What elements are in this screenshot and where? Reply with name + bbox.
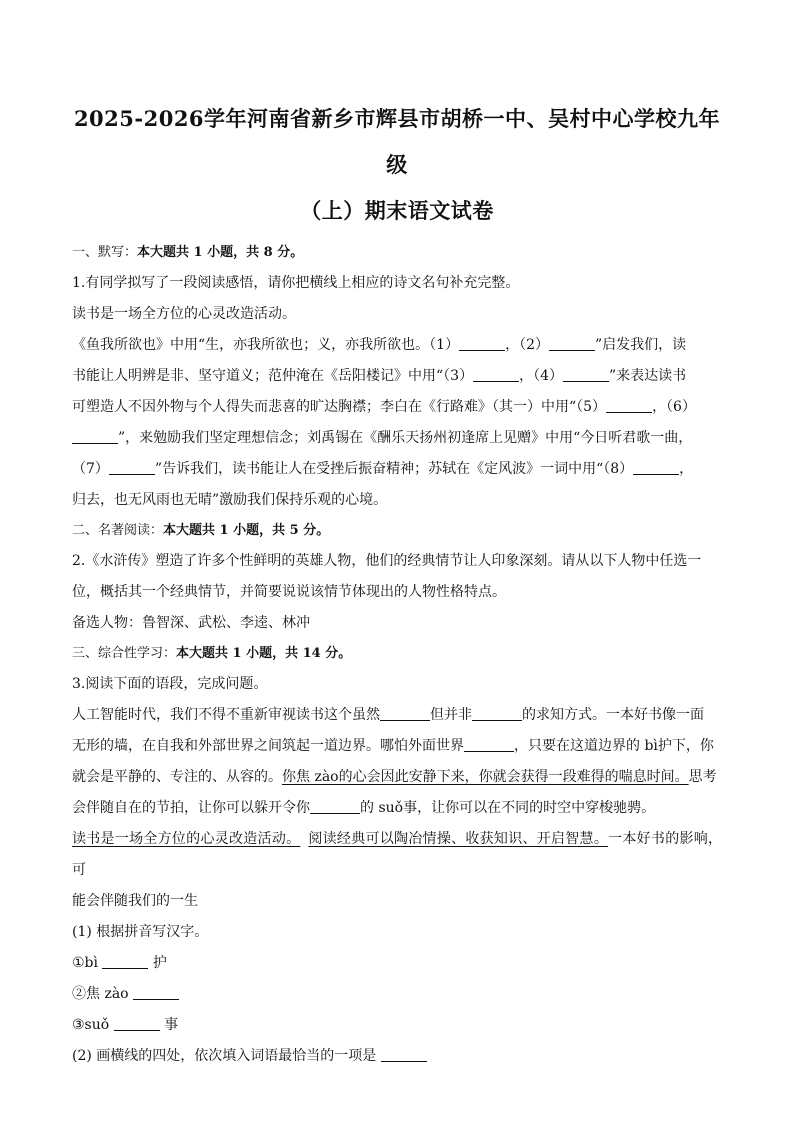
underlined-sentence-2: 读书是一场全方位的心灵改造活动。 [72,831,301,847]
text: ③suǒ [72,1017,110,1033]
text: ”告诉我们，读书能让人在受挫后振奋精神；苏轼在《定风波》一词中用“（8） [154,461,634,477]
text: 一本好书的影响，可 [72,831,723,878]
blank-2[interactable] [549,349,595,351]
text: ，（4） [519,368,563,384]
text: 人工智能时代，我们不得不重新审视读书这个虽然 [72,707,380,723]
subquestion-2 [72,1041,722,1072]
underlined-sentence-3: 阅读经典可以陶冶情操、收获知识、开启智慧。 [308,831,609,847]
section-2-header [72,516,722,546]
passage-line-4 [72,793,722,824]
exam-title [72,96,722,234]
text: 护 [152,955,167,971]
subquestion-1-item-2 [72,979,722,1010]
exam-page [72,96,722,1072]
section-1-header [72,238,722,268]
passage-line-1 [72,700,722,731]
question-3: 3.阅读下面的语段，完成问题。 [72,676,268,692]
text: 可塑造人不因外物与个人得失而悲喜的旷达胸襟；李白在《行路难》（其一）中用“（5） [72,399,607,415]
passage-line-3 [72,762,722,793]
text: （7） [72,461,109,477]
section-3-header [72,639,722,669]
title-line-2: （上）期末语文试卷 [300,198,494,223]
subquestion-1-item-1 [72,948,722,979]
question-1-line-4 [72,423,722,454]
blank-4[interactable] [563,380,609,382]
passage-blank-3[interactable] [464,750,514,752]
passage-line-5 [72,824,722,886]
blank-8[interactable] [633,473,679,475]
passage-blank-4[interactable] [310,812,360,814]
text: ②焦 zào [72,986,129,1002]
text: 无形的墙，在自我和外部世界之间筑起一道边界。哪怕外面世界 [72,738,464,754]
text: ”启发我们，读 [595,337,687,353]
passage-line-6: 能会伴随我们的一生 [72,893,198,909]
text: ，只要在这道边界的 bì护下，你 [514,738,714,754]
text: ，（2） [505,337,549,353]
text: ， [679,461,694,477]
subquestion-2-blank[interactable] [381,1060,427,1062]
title-line-1: 2025-2026学年河南省新乡市辉县市胡桥一中、吴村中心学校九年级 [73,106,721,177]
item-2-blank[interactable] [133,998,179,1000]
subquestion-1: (1) 根据拼音写汉字。 [72,924,209,940]
question-1: 1.有同学拟写了一段阅读感悟，请你把横线上相应的诗文名句补充完整。 [72,275,520,291]
subquestion-1-item-3 [72,1010,722,1041]
passage-blank-2[interactable] [472,719,522,721]
text: (2) 画横线的四处，依次填入词语最恰当的一项是 [72,1048,377,1064]
section-3-label: 三、综合性学习： [72,646,177,661]
text: 的求知方式。一本好书像一面 [522,707,704,723]
question-1-line-6: 归去，也无风雨也无晴”激励我们保持乐观的心境。 [72,492,388,508]
blank-7[interactable] [109,473,155,475]
text: 《鱼我所欲也》中用“生，亦我所欲也；义，亦我所欲也。（1） [72,337,460,353]
question-2-line-2: 位，概括其一个经典情节，并简要说说该情节体现出的人物性格特点。 [72,584,506,600]
question-2-options: 备选人物：鲁智深、武松、李逵、林冲 [72,615,310,631]
section-2-info: 本大题共 1 小题，共 5 分。 [163,523,330,538]
text: ”来表达读书 [609,368,687,384]
text: 就会是平静的、专注的、从容的。 [72,769,282,785]
blank-1[interactable] [459,349,505,351]
question-1-line-1 [72,330,722,361]
passage-line-2 [72,731,722,762]
text: 书能让人明辨是非、坚守道义；范仲淹在《岳阳楼记》中用“（3） [72,368,474,384]
item-3-blank[interactable] [114,1029,160,1031]
underlined-sentence-1: 你焦 zào的心会因此安静下来，你就会获得一段难得的喘息时间。 [282,769,689,785]
text: 事 [164,1017,179,1033]
section-3-info: 本大题共 1 小题，共 14 分。 [176,646,352,661]
text: ”，来勉励我们坚定理想信念；刘禹锡在《酬乐天扬州初逢席上见赠》中用“今日听君歌一曲， [118,430,693,446]
text: 的 suǒ事，让你可以在不同的时空中穿梭驰骋。 [360,800,656,816]
section-1-info: 本大题共 1 小题，共 8 分。 [137,245,304,260]
section-1-label: 一、默写： [72,245,138,260]
text: 但并非 [430,707,472,723]
blank-6[interactable] [72,442,118,444]
text: ①bì [72,955,98,971]
text: 会伴随自在的节拍，让你可以躲开令你 [72,800,310,816]
blank-5[interactable] [606,411,652,413]
section-2-label: 二、名著阅读： [72,523,164,538]
passage-blank-1[interactable] [380,719,430,721]
question-1-line-5 [72,454,722,485]
blank-3[interactable] [473,380,519,382]
item-1-blank[interactable] [102,967,148,969]
text: ，（6） [652,399,696,415]
question-1-line-3 [72,392,722,423]
text: 思考 [688,769,717,785]
question-1-line-2 [72,361,722,392]
question-1-intro: 读书是一场全方位的心灵改造活动。 [72,306,296,322]
question-2-line-1: 2.《水浒传》塑造了许多个性鲜明的英雄人物，他们的经典情节让人印象深刻。请从以下人物中任选一 [72,553,702,569]
